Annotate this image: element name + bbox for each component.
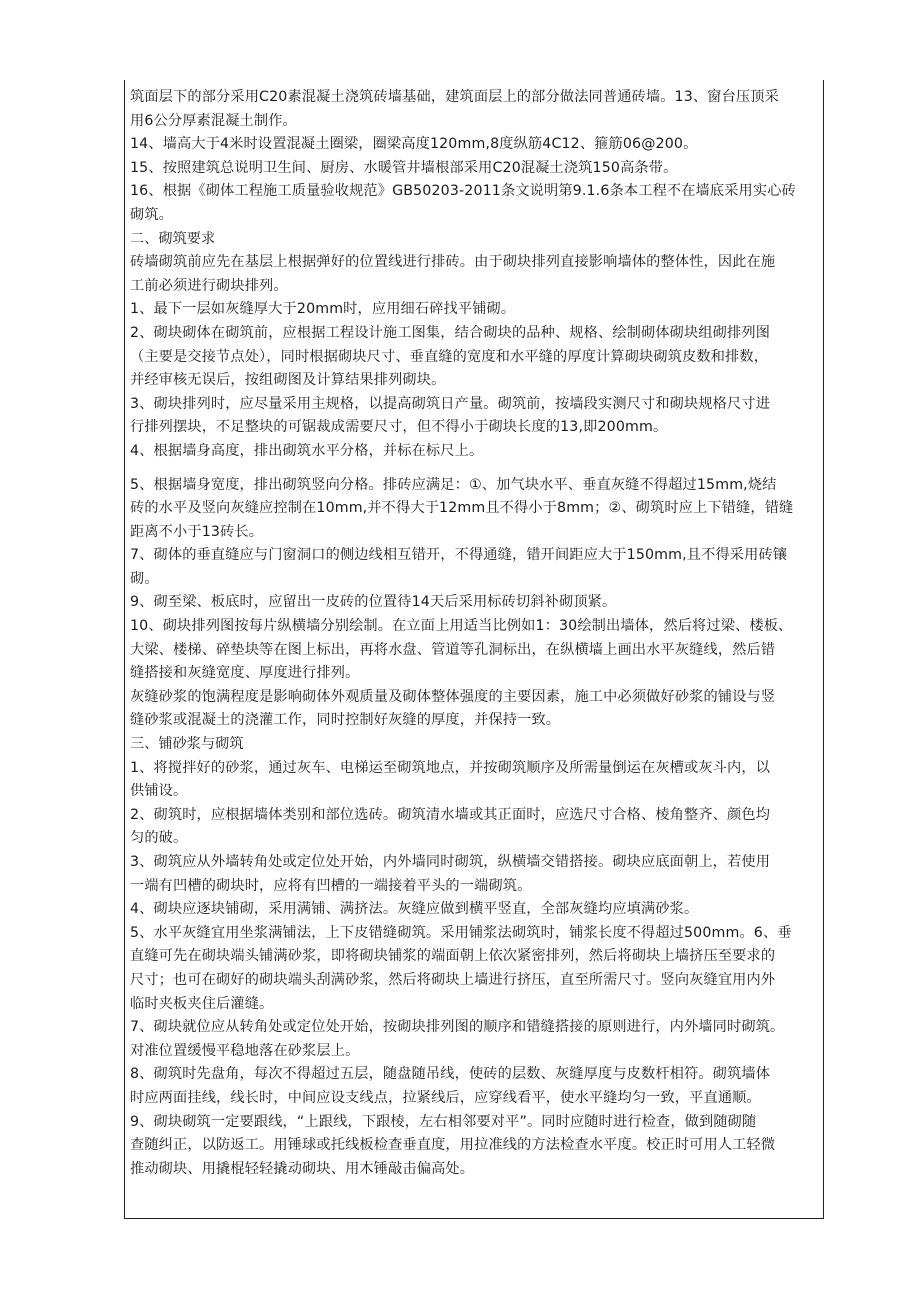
text-line: 砌。 — [130, 570, 159, 587]
paragraph-gap — [130, 464, 822, 474]
text-line: （主要是交接节点处），同时根据砌块尺寸、垂直缝的宽度和水平缝的厚度计算砌块砌筑皮数和排数， — [130, 348, 769, 365]
text-line: 7、砌体的垂直缝应与门窗洞口的侧边线相互错开，不得通缝，错开间距应大于150mm,且不得采用砖镶 — [130, 547, 788, 564]
text-line: 供铺设。 — [130, 783, 188, 800]
text-line: 直缝可先在砌块端头铺满砂浆，即将砌块铺浆的端面朝上依次紧密排列，然后将砌块上墙挤压至要求的 — [130, 948, 776, 965]
text-line: 大梁、楼梯、碎垫块等在图上标出，再将水盘、管道等孔洞标出，在纵横墙上画出水平灰缝线，然后错 — [130, 641, 776, 658]
text-line: 4、根据墙身高度，排出砌筑水平分格，并标在标尺上。 — [130, 442, 484, 459]
text-line: 查随纠正，以防返工。用锤球或托线板检查垂直度，用拉准线的方法检查水平度。校正时可用人工轻微 — [130, 1137, 776, 1154]
text-line: 14、墙高大于4米时设置混凝土圈梁，圈梁高度120mm,8度纵筋4C12、箍筋06@200。 — [130, 136, 698, 153]
text-line: 9、砌至梁、板底时，应留出一皮砖的位置待14天后采用标砖切斜补砌顶紧。 — [130, 594, 617, 611]
section-heading-mortar-and-masonry: 三、铺砂浆与砌筑 — [130, 736, 244, 753]
text-line: 并经审核无误后，按组砌图及计算结果排列砌块。 — [130, 372, 446, 389]
text-line: 缝砂浆或混凝土的浇灌工作，同时控制好灰缝的厚度，并保持一致。 — [130, 712, 561, 729]
text-line: 缝搭接和灰缝宽度、厚度进行排列。 — [130, 665, 360, 682]
text-line: 3、砌块排列时，应尽量采用主规格，以提高砌筑日产量。砌筑前，按墙段实测尺寸和砌块规格尺寸进 — [130, 395, 771, 412]
text-line: 尺寸；也可在砌好的砌块端头刮满砂浆，然后将砌块上墙进行挤压，直至所需尺寸。竖向灰缝宜用内外 — [130, 971, 776, 988]
text-line: 2、砌块砌体在砌筑前，应根据工程设计施工图集，结合砌块的品种、规格、绘制砌体砌块组砌排列图 — [130, 324, 771, 341]
text-line: 灰缝砂浆的饱满程度是影响砌体外观质量及砌体整体强度的主要因素，施工中必须做好砂浆的铺设与竖 — [130, 688, 776, 705]
text-line: 15、按照建筑总说明卫生间、厨房、水暖管井墙根部采用C20混凝土浇筑150高条带。 — [130, 159, 678, 176]
text-line: 7、砌块就位应从转角处或定位处开始，按砌块排列图的顺序和错缝搭接的原则进行，内外墙同时砌筑。 — [130, 1019, 785, 1036]
text-line: 临时夹板夹住后灌缝。 — [130, 995, 274, 1012]
text-line: 1、将搅拌好的砂浆，通过灰车、电梯运至砌筑地点，并按砌筑顺序及所需量倒运在灰槽或灰斗内，以 — [130, 759, 771, 776]
text-line: 工前必须进行砌块排列。 — [130, 277, 288, 294]
text-line: 5、水平灰缝宜用坐浆满铺法，上下皮错缝砌筑。采用铺浆法砌筑时，铺浆长度不得超过500mm。6、垂 — [130, 924, 792, 941]
document-body — [130, 86, 822, 1181]
section-heading-masonry-requirements: 二、砌筑要求 — [130, 230, 216, 247]
text-line: 匀的破。 — [130, 830, 188, 847]
text-line: 筑面层下的部分采用C20素混凝土浇筑砖墙基础，建筑面层上的部分做法同普通砖墙。13、窗台压顶采 — [130, 89, 779, 105]
text-line: 4、砌块应逐块铺砌，采用满铺、满挤法。灰缝应做到横平竖直，全部灰缝均应填满砂浆。 — [130, 901, 699, 918]
text-line: 时应两面挂线，线长时，中间应设支线点，拉紧线后，应穿线看平，使水平缝均匀一致，平直通顺。 — [130, 1089, 761, 1106]
text-line: 3、砌筑应从外墙转角处或定位处开始，内外墙同时砌筑，纵横墙交错搭接。砌块应底面朝上，若使用 — [130, 854, 771, 870]
text-line: 10、砌块排列图按每片纵横墙分别绘制。在立面上用适当比例如1：30绘制出墙体，然后将过梁、楼板、 — [130, 618, 793, 635]
text-line: 8、砌筑时先盘角，每次不得超过五层，随盘随吊线，使砖的层数、灰缝厚度与皮数杆相符。砌筑墙体 — [130, 1066, 771, 1083]
text-line: 2、砌筑时，应根据墙体类别和部位选砖。砌筑清水墙或其正面时，应选尺寸合格、棱角整齐、颜色均 — [130, 806, 771, 823]
text-line: 5、根据墙身宽度，排出砌筑竖向分格。排砖应满足：①、加气块水平、垂直灰缝不得超过15mm,烧结 — [130, 476, 777, 493]
text-line: 用6公分厚素混凝土制作。 — [130, 112, 297, 129]
text-line: 距离不小于13砖长。 — [130, 523, 264, 540]
text-line: 对准位置缓慢平稳地落在砂浆层上。 — [130, 1042, 360, 1059]
text-line: 砖的水平及竖向灰缝应控制在10mm,并不得大于12mm且不得小于8mm；②、砌筑时应上下错缝，错缝 — [130, 500, 794, 517]
text-line: 一端有凹槽的砌块时，应将有凹槽的一端接着平头的一端砌筑。 — [130, 877, 532, 894]
text-line: 16、根据《砌体工程施工质量验收规范》GB50203-2011条文说明第9.1.6条本工程不在墙底采用实心砖 — [130, 183, 796, 200]
text-line: 1、最下一层如灰缝厚大于20mm时，应用细石碎找平铺砌。 — [130, 301, 516, 318]
text-line: 行排列摆块，不足整块的可锯裁成需要尺寸，但不得小于砌块长度的13,即200mm。 — [130, 419, 668, 436]
text-line: 推动砌块、用撬棍轻轻撬动砌块、用木锤敲击偏高处。 — [130, 1160, 475, 1177]
text-line: 9、砌块砌筑一定要跟线，“上跟线，下跟棱，左右相邻要对平”。同时应随时进行检查，做到随砌随 — [130, 1113, 757, 1130]
text-line: 砌筑。 — [130, 206, 174, 223]
text-line: 砖墙砌筑前应先在基层上根据弹好的位置线进行排砖。由于砌块排列直接影响墙体的整体性，因此在施 — [130, 254, 776, 271]
